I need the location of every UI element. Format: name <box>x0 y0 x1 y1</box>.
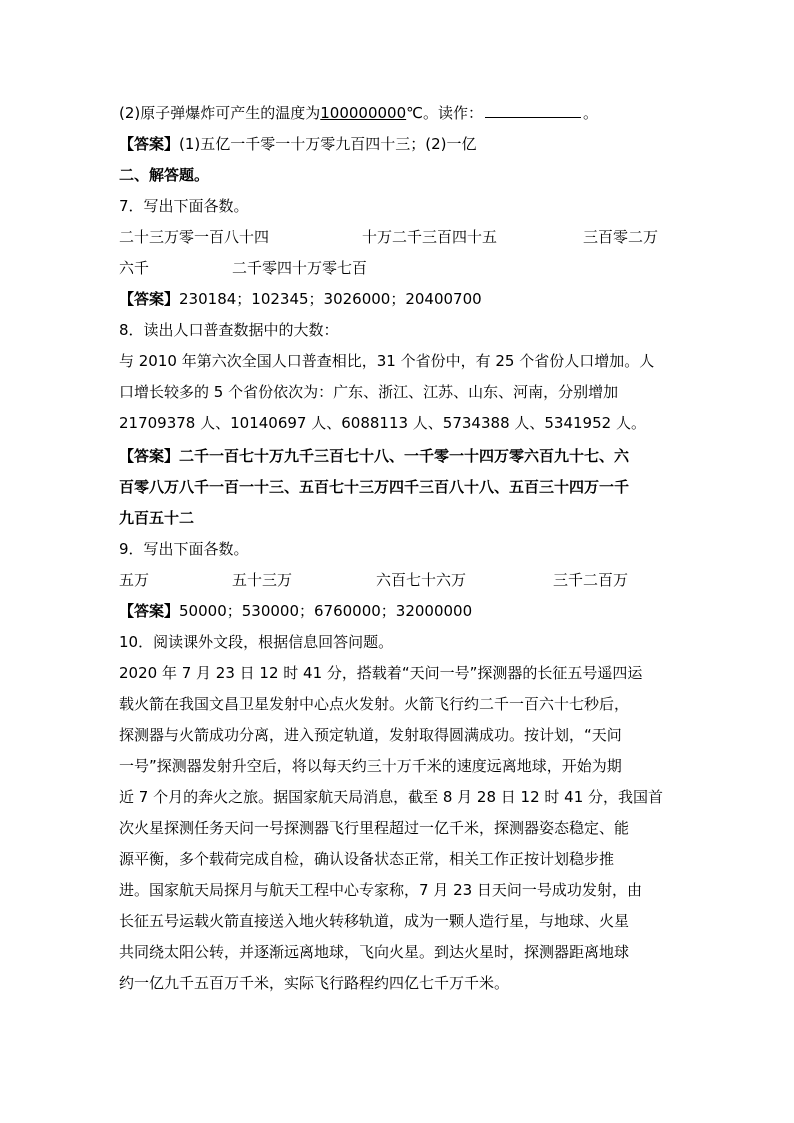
q10-text-line: 源平衡，多个载荷完成自检，确认设备状态正常，相关工作正按计划稳步推 <box>119 850 615 868</box>
q7-title: 7．写出下面各数。 <box>119 197 249 215</box>
q7-items-row1 <box>0 226 794 248</box>
q7-answer-text: 230184；102345；3026000；20400700 <box>179 290 482 308</box>
answer-tag: 【答案】 <box>119 602 180 620</box>
q9-answer <box>119 600 472 622</box>
answer-blank <box>485 103 581 118</box>
q10-text-line: 探测器与火箭成功分离，进入预定轨道，发射取得圆满成功。按计划，“天问 <box>119 726 622 744</box>
q9-answer-text: 50000；530000；6760000；32000000 <box>179 602 473 620</box>
q6-part2 <box>119 102 598 124</box>
q10-text-line: 载火箭在我国文昌卫星发射中心点火发射。火箭飞行约二千一百六十七秒后， <box>119 695 630 713</box>
q9-item: 六百七十六万 <box>376 571 467 589</box>
q6-answer <box>119 133 477 155</box>
q10-text-line: 进。国家航天局探月与航天工程中心专家称，7 月 23 日天问一号成功发射，由 <box>119 881 642 899</box>
q8-text-line: 口增长较多的 5 个省份依次为：广东、浙江、江苏、山东、河南，分别增加 <box>119 383 619 401</box>
q10-text-line: 近 7 个月的奔火之旅。据国家航天局消息，截至 8 月 28 日 12 时 41 分，我国首 <box>119 788 664 806</box>
q7-items-row2 <box>0 257 794 279</box>
q8-answer-line: 百零八万八千一百一十三、五百七十三万四千三百八十八、五百三十四万一千 <box>119 478 630 496</box>
q8-text-line: 与 2010 年第六次全国人口普查相比，31 个省份中，有 25 个省份人口增加。人 <box>119 352 655 370</box>
q10-text-line: 长征五号运载火箭直接送入地火转移轨道，成为一颗人造行星，与地球、火星 <box>119 912 630 930</box>
q9-item: 五十三万 <box>232 571 293 589</box>
q9-items-row <box>0 569 794 591</box>
q10-text-line: 次火星探测任务天问一号探测器飞行里程超过一亿千米，探测器姿态稳定、能 <box>119 819 630 837</box>
q7-item: 二千零四十万零七百 <box>232 259 368 277</box>
q9-item: 三千二百万 <box>553 571 629 589</box>
q10-title: 10．阅读课外文段，根据信息回答问题。 <box>119 633 394 651</box>
q8-text-line: 21709378 人、10140697 人、6088113 人、5734388 人、5341952 人。 <box>119 414 646 432</box>
q9-item: 五万 <box>119 571 150 589</box>
q10-text-line: 2020 年 7 月 23 日 12 时 41 分，搭载着“天问一号”探测器的长征五号遥四运 <box>119 664 643 682</box>
q8-answer-line: 九百五十二 <box>119 509 195 527</box>
answer-tag: 【答案】 <box>119 135 180 153</box>
q10-text-line: 一号”探测器发射升空后，将以每天约三十万千米的速度远离地球，开始为期 <box>119 757 622 775</box>
q8-answer-line <box>119 445 629 467</box>
q9-title: 9．写出下面各数。 <box>119 540 249 558</box>
section-title: 二、解答题。 <box>119 166 210 184</box>
q6-part2-number: 100000000 <box>320 104 407 122</box>
q6-part2-end: 。 <box>583 104 599 122</box>
q7-answer <box>119 288 482 310</box>
q6-part2-prefix: (2)原子弹爆炸可产生的温度为 <box>119 104 321 122</box>
q10-text-line: 约一亿九千五百万千米，实际飞行路程约四亿七千万千米。 <box>119 974 510 992</box>
q8-title: 8．读出人口普查数据中的大数： <box>119 321 339 339</box>
answer-tag: 【答案】 <box>119 447 180 465</box>
q6-answer-text: (1)五亿一千零一十万零九百四十三；(2)一亿 <box>179 135 477 153</box>
q7-item: 三百零二万 <box>583 228 659 246</box>
q7-item: 二十三万零一百八十四 <box>119 228 270 246</box>
q10-text-line: 共同绕太阳公转，并逐渐远离地球，飞向火星。到达火星时，探测器距离地球 <box>119 943 630 961</box>
q7-item: 十万二千三百四十五 <box>362 228 498 246</box>
q6-part2-suffix: ℃。读作： <box>406 104 484 122</box>
q8-answer-text: 二千一百七十万九千三百七十八、一千零一十四万零六百九十七、六 <box>179 447 630 465</box>
q7-item: 六千 <box>119 259 150 277</box>
answer-tag: 【答案】 <box>119 290 180 308</box>
